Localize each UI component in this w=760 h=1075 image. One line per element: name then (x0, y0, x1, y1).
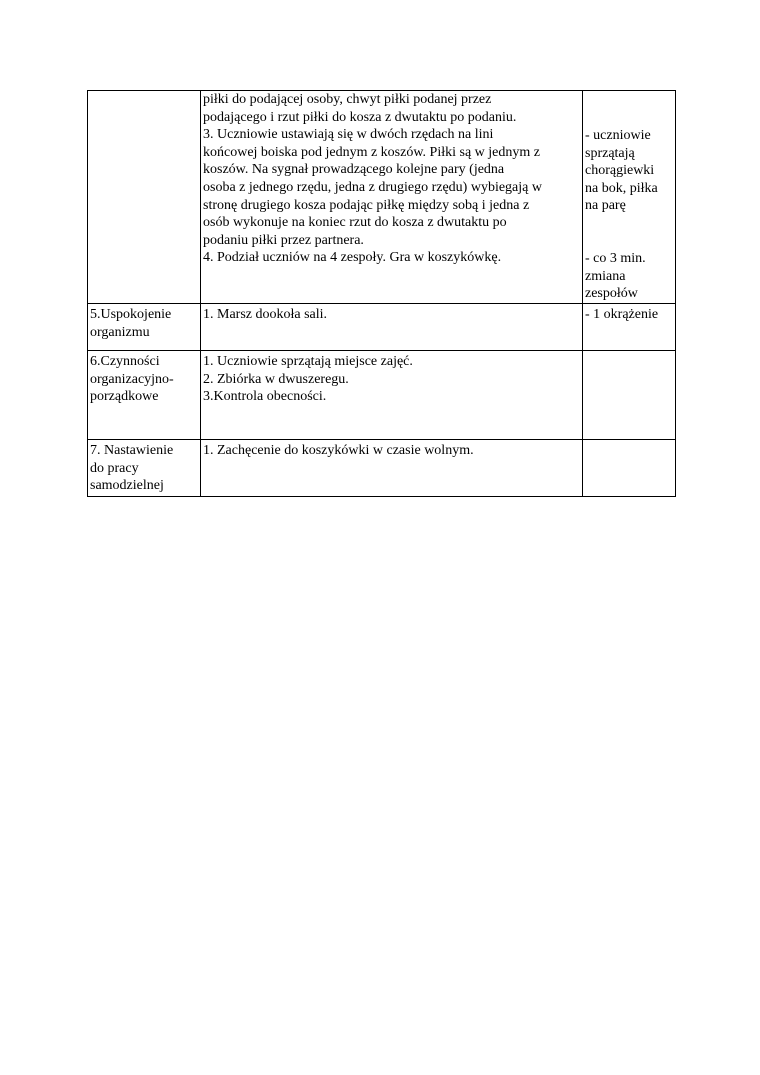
notes-line: sprzątają (585, 145, 635, 161)
lesson-plan-table (87, 90, 676, 497)
table-row (88, 91, 676, 304)
table-row (88, 350, 676, 439)
phase-cell (88, 439, 201, 496)
phase-line: do pracy (90, 460, 139, 476)
content-cell (201, 303, 583, 350)
notes-cell (583, 350, 676, 439)
content-line: 4. Podział uczniów na 4 zespoły. Gra w koszykówkę. (203, 250, 502, 266)
content-line: stronę drugiego kosza podając piłkę między sobą i jedna z (203, 197, 530, 213)
notes-cell (583, 439, 676, 496)
content-line: 1. Zachęcenie do koszykówki w czasie wolnym. (203, 442, 474, 458)
table-row (88, 439, 676, 496)
notes-cell (583, 91, 676, 304)
notes-line: - co 3 min. (585, 251, 646, 267)
phase-line: porządkowe (90, 389, 159, 405)
table-row (88, 303, 676, 350)
content-cell (201, 91, 583, 304)
notes-cell (583, 303, 676, 350)
content-line: osoba z jednego rzędu, jedna z drugiego rzędu) wybiegają w (203, 179, 542, 195)
notes-line: chorągiewki (585, 163, 655, 179)
notes-line: zmiana (585, 268, 626, 284)
content-cell (201, 439, 583, 496)
phase-line: 6.Czynności (90, 353, 160, 369)
content-cell (201, 350, 583, 439)
content-line: 3. Uczniowie ustawiają się w dwóch rzędach na lini (203, 127, 494, 143)
phase-cell (88, 303, 201, 350)
notes-line: na bok, piłka (585, 180, 658, 196)
content-line: osób wykonuje na koniec rzut do kosza z dwutaktu po (203, 215, 507, 231)
phase-cell (88, 350, 201, 439)
phase-line: 5.Uspokojenie (90, 306, 172, 322)
phase-line: samodzielnej (90, 478, 164, 494)
phase-line: organizacyjno- (90, 371, 174, 387)
content-line: 1. Marsz dookoła sali. (203, 306, 328, 322)
content-line: koszów. Na sygnał prowadzącego kolejne pary (jedna (203, 162, 505, 178)
content-line: podającego i rzut piłki do kosza z dwutaktu po podaniu. (203, 109, 517, 125)
content-line: 3.Kontrola obecności. (203, 389, 327, 405)
notes-line: - 1 okrążenie (585, 306, 659, 322)
content-line: piłki do podającej osoby, chwyt piłki podanej przez (203, 92, 492, 107)
notes-spacer (585, 215, 673, 233)
notes-line: - uczniowie (585, 128, 651, 143)
content-line: 1. Uczniowie sprzątają miejsce zajęć. (203, 353, 413, 369)
phase-cell (88, 91, 201, 304)
phase-line: 7. Nastawienie (90, 442, 174, 458)
notes-line: na parę (585, 198, 626, 214)
content-line: 2. Zbiórka w dwuszeregu. (203, 371, 349, 387)
notes-spacer (585, 233, 673, 251)
content-line: podaniu piłki przez partnera. (203, 232, 364, 248)
notes-line: zespołów (585, 286, 638, 302)
phase-line: organizmu (90, 324, 150, 340)
content-line: końcowej boiska pod jednym z koszów. Piłki są w jednym z (203, 144, 540, 160)
